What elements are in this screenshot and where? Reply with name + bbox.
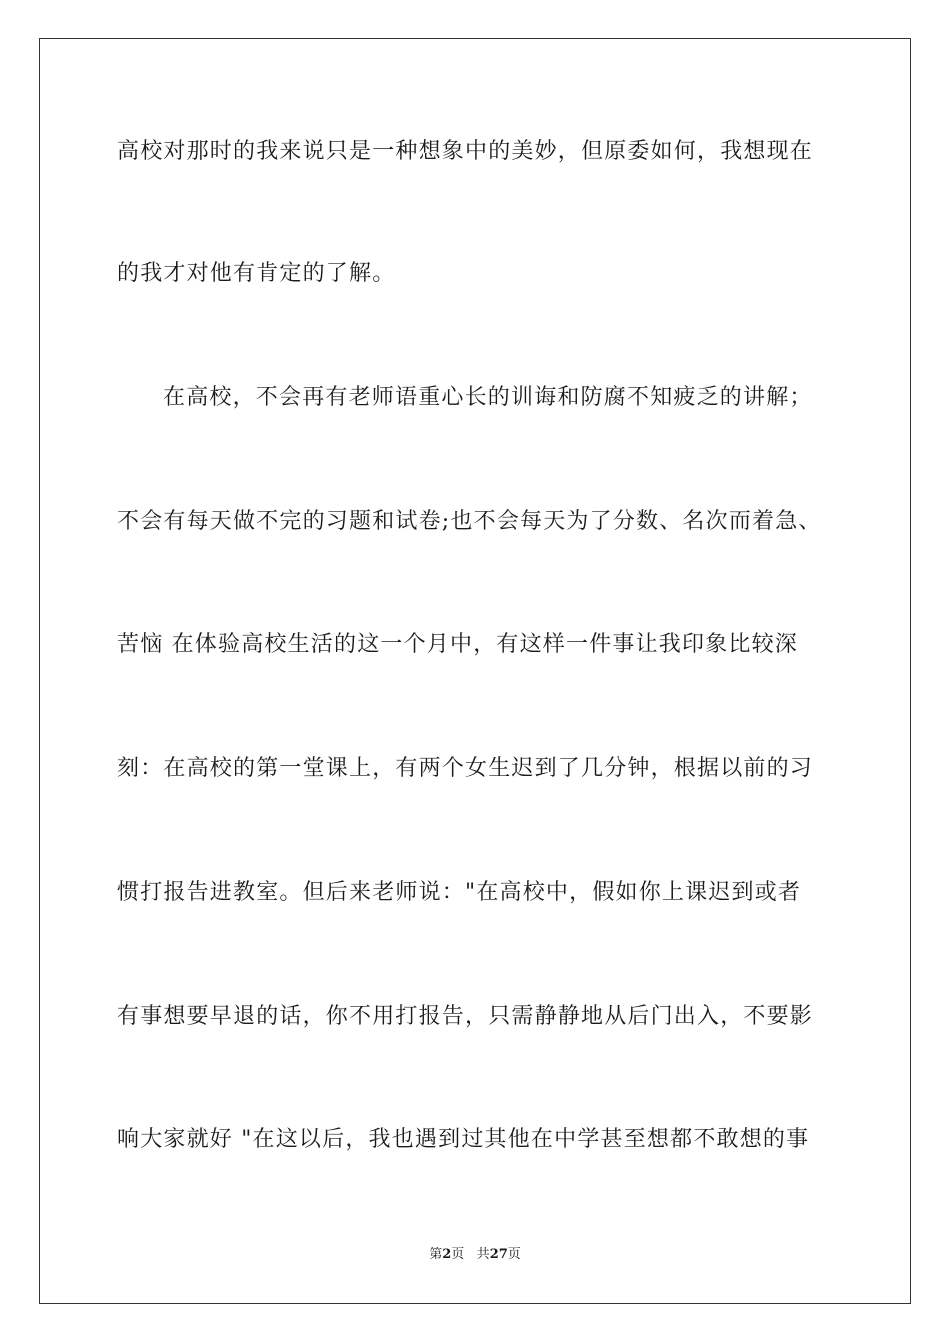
body-line-8: 有事想要早退的话，你不用打报告，只需静静地从后门出入，不要影 xyxy=(117,1004,814,1029)
page-suffix: 页 xyxy=(451,1247,465,1262)
body-line-9: 响大家就好 "在这以后，我也遇到过其他在中学甚至想都不敢想的事 xyxy=(117,1127,810,1152)
page-border xyxy=(39,38,911,1304)
total-suffix: 页 xyxy=(507,1247,521,1262)
body-line-6: 刻：在高校的第一堂课上，有两个女生迟到了几分钟，根据以前的习 xyxy=(117,756,814,781)
body-line-4: 不会有每天做不完的习题和试卷;也不会每天为了分数、名次而着急、 xyxy=(117,509,822,534)
page-prefix: 第 xyxy=(429,1247,443,1262)
body-line-1: 高校对那时的我来说只是一种想象中的美妙，但原委如何，我想现在 xyxy=(117,139,814,164)
body-line-3-paragraph-start: 在高校，不会再有老师语重心长的训诲和防腐不知疲乏的讲解； xyxy=(163,385,813,410)
body-line-5: 苦恼 在体验高校生活的这一个月中，有这样一件事让我印象比较深 xyxy=(117,632,798,657)
body-line-7: 惯打报告进教室。但后来老师说："在高校中，假如你上课迟到或者 xyxy=(117,880,802,905)
body-line-2: 的我才对他有肯定的了解。 xyxy=(117,261,396,286)
total-pages: 27 xyxy=(489,1247,508,1262)
page-footer xyxy=(0,1246,950,1264)
page-number: 2 xyxy=(442,1247,452,1262)
total-prefix: 共 xyxy=(476,1247,490,1262)
